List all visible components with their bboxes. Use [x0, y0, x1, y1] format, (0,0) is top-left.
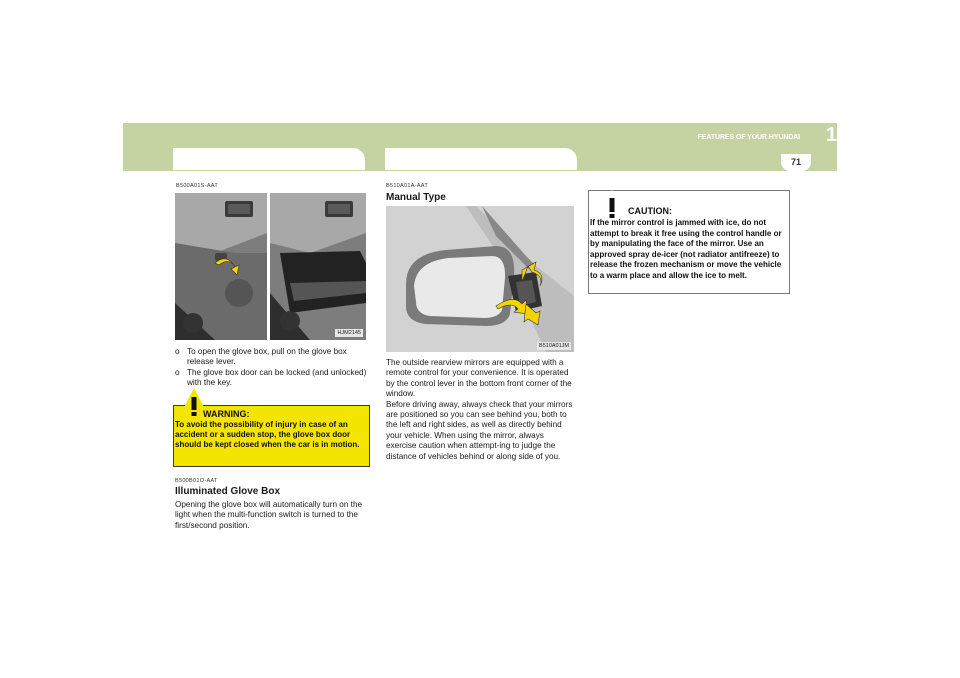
- photo-label: B510A01JM: [539, 343, 569, 349]
- warning-heading: WARNING:: [203, 409, 250, 419]
- bullet-text: The glove box door can be locked (and unlocked) with the key.: [187, 367, 367, 388]
- bullet-marker: o: [175, 347, 180, 356]
- glove-box-title: GLOVE BOX: [185, 153, 256, 165]
- glove-box-photo-open: [270, 193, 366, 340]
- subsection-title: Manual Type: [386, 192, 446, 203]
- mirror-title: OUTSIDE REARVIEW MIRROR: [396, 153, 567, 165]
- caution-heading: CAUTION:: [628, 206, 672, 216]
- section-code: B500B01O-AAT: [175, 478, 218, 484]
- illuminated-glove-box-text: Opening the glove box will automatically turn on the light when the multi-function switch is turned to the first/second position.: [175, 500, 363, 530]
- subsection-title: Illuminated Glove Box: [175, 486, 281, 497]
- warning-text: To avoid the possibility of injury in case of an accident or a sudden stop, the glove box door should be kept closed when the car is in motion.: [175, 420, 360, 449]
- section-title: FEATURES OF YOUR HYUNDAI: [697, 134, 800, 141]
- list-item: [175, 347, 371, 368]
- caution-text: If the mirror control is jammed with ice, do not attempt to break it free using the control handle or by manipulating the face of the mirror. Use an approved spray de-icer (not radiator antifreeze) to release the frozen mechanism or move the vehicle to a warm place and allow the ice to melt.: [590, 218, 782, 280]
- list-item: [175, 368, 371, 389]
- bullet-text: To open the glove box, pull on the glove box release lever.: [187, 347, 347, 367]
- mirror-description: The outside rearview mirrors are equipped with a remote control for your convenience. It is operated by the control lever in the bottom front corner of the window. Before driving away, always check that your mirrors are positioned so you can see behind you, both to the left and right sides, as well as directly behind your vehicle. When using the mirror, always exercise caution when attempt-ing to judge the distance of vehicles behind or along side of you.: [386, 358, 573, 461]
- section-code: B500A01S-AAT: [176, 183, 219, 189]
- glove-box-photo-closed: [175, 193, 267, 340]
- mirror-photo: [386, 206, 574, 352]
- page-number: 71: [781, 154, 811, 171]
- section-code: B510A01A-AAT: [386, 183, 429, 189]
- chapter-number: 1: [825, 124, 837, 146]
- bullet-marker: o: [175, 367, 180, 377]
- photo-label: HJM2145: [337, 330, 361, 336]
- glove-box-instructions: [175, 347, 371, 389]
